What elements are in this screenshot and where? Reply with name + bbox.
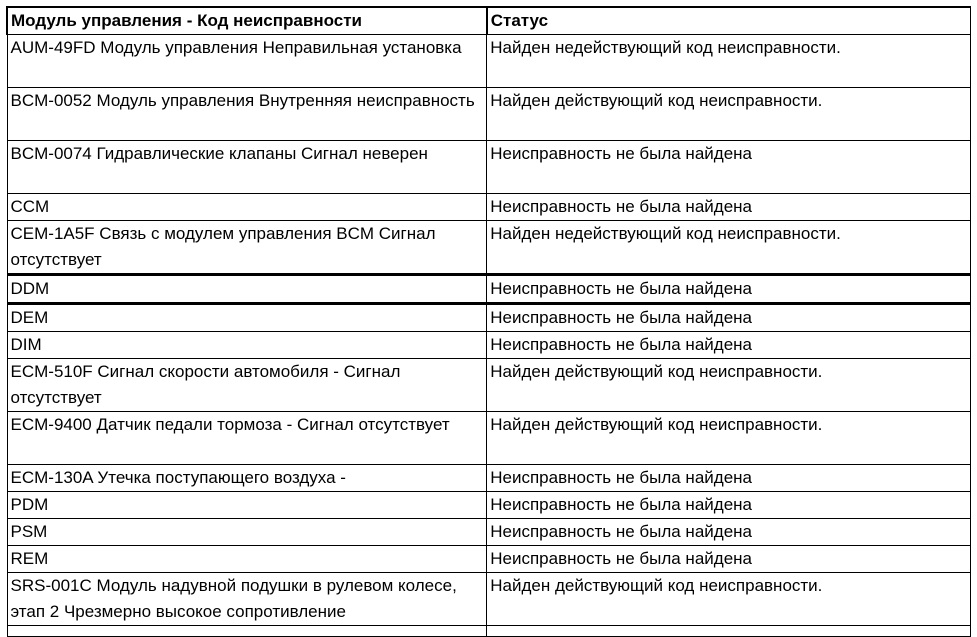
table-row xyxy=(7,141,971,194)
status-cell: Неисправность не была найдена xyxy=(487,304,971,332)
status-cell: Найден недействующий код неисправности. xyxy=(487,221,971,275)
module-cell: DIM xyxy=(7,332,487,359)
table-row xyxy=(7,465,971,492)
status-cell: Неисправность не была найдена xyxy=(487,141,971,194)
status-cell: Найден действующий код неисправности. xyxy=(487,412,971,465)
table-row xyxy=(7,412,971,465)
status-cell: Найден действующий код неисправности. xyxy=(487,359,971,412)
module-cell: ECM-130A Утечка поступающего воздуха - xyxy=(7,465,487,492)
module-cell: DEM xyxy=(7,304,487,332)
table-row xyxy=(7,275,971,304)
module-cell-cut-off xyxy=(7,626,487,637)
status-cell: Неисправность не была найдена xyxy=(487,194,971,221)
module-cell: CEM-1A5F Связь с модулем управления BCM Сигнал отсутствует xyxy=(7,221,487,275)
table-row xyxy=(7,221,971,275)
status-cell: Найден действующий код неисправности. xyxy=(487,88,971,141)
table-row xyxy=(7,492,971,519)
table-row xyxy=(7,359,971,412)
module-cell: AUM-49FD Модуль управления Неправильная установка xyxy=(7,35,487,88)
status-cell: Найден недействующий код неисправности. xyxy=(487,35,971,88)
status-cell: Неисправность не была найдена xyxy=(487,519,971,546)
module-cell: PSM xyxy=(7,519,487,546)
module-cell: DDM xyxy=(7,275,487,304)
table-header-row xyxy=(7,7,971,35)
module-cell: BCM-0052 Модуль управления Внутренняя неисправность xyxy=(7,88,487,141)
table-row xyxy=(7,332,971,359)
status-cell-cut-off xyxy=(487,626,971,637)
module-cell: CCM xyxy=(7,194,487,221)
module-cell: REM xyxy=(7,546,487,573)
status-cell: Неисправность не была найдена xyxy=(487,465,971,492)
header-module: Модуль управления - Код неисправности xyxy=(7,7,487,35)
table-row xyxy=(7,304,971,332)
status-cell: Неисправность не была найдена xyxy=(487,332,971,359)
status-cell: Неисправность не была найдена xyxy=(487,275,971,304)
module-cell: ECM-9400 Датчик педали тормоза - Сигнал отсутствует xyxy=(7,412,487,465)
module-cell: SRS-001C Модуль надувной подушки в рулевом колесе, этап 2 Чрезмерно высокое сопротивление xyxy=(7,573,487,626)
table-row xyxy=(7,35,971,88)
table-row xyxy=(7,88,971,141)
table-row xyxy=(7,573,971,626)
module-cell: ECM-510F Сигнал скорости автомобиля - Сигнал отсутствует xyxy=(7,359,487,412)
status-cell: Неисправность не была найдена xyxy=(487,492,971,519)
table-row xyxy=(7,546,971,573)
table-row xyxy=(7,194,971,221)
module-cell: PDM xyxy=(7,492,487,519)
fault-code-table xyxy=(6,6,971,637)
table-row xyxy=(7,519,971,546)
table-row-cut-off xyxy=(7,626,971,637)
status-cell: Неисправность не была найдена xyxy=(487,546,971,573)
module-cell: BCM-0074 Гидравлические клапаны Сигнал неверен xyxy=(7,141,487,194)
status-cell: Найден действующий код неисправности. xyxy=(487,573,971,626)
header-status: Статус xyxy=(487,7,971,35)
